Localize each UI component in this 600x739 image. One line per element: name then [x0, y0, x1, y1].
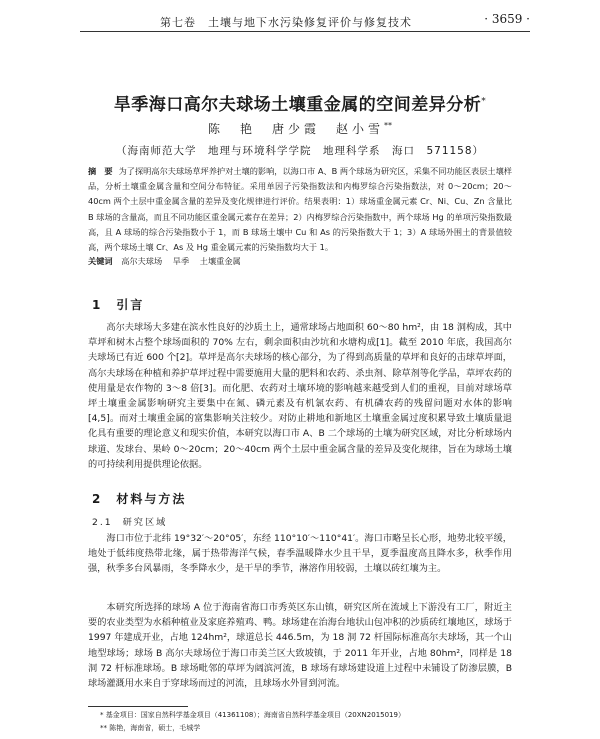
- study-area-paragraph: 海口市位于北纬 19°32′～20°05′，东经 110°10′～110°41′。海口市略呈长心形，地势北较平缓，地处于低纬度热带北缘，属于热带海洋气候，春季温暖降水少且干旱，夏季温度高且降水多，秋季作用强，秋季多台风暴雨，冬季降水少，是干旱的季节，淋溶作用较弱，土壤以砖红壤为主。: [88, 533, 512, 575]
- abstract: [88, 164, 512, 255]
- journal-line: 第七卷 土壤与地下水污染修复评价与修复技术: [160, 16, 412, 29]
- section-heading-introduction: [92, 296, 144, 313]
- section-title: 引言: [116, 298, 145, 312]
- running-header: [0, 10, 600, 32]
- section-title: 材料与方法: [116, 492, 187, 506]
- keywords-label: 关键词: [88, 256, 113, 266]
- section-heading-methods: [92, 490, 186, 507]
- section-number: 1: [92, 298, 103, 312]
- subsection-heading-study-area: [92, 514, 167, 528]
- subsection-title: 研究区域: [122, 517, 168, 528]
- site-description-paragraph: 本研究所选择的球场 A 位于海南省海口市秀英区东山镇，研究区所在流域上下游没有工厂，附近主要的农业类型为水稻种植业及家庭养殖鸡、鸭。球场建在治海台地状山包冲积的沙质砖红壤地区，球场于 1997 年建成开业，占地 124hm²，球道总长 446.5m，为 18 洞 72 杆国际标准高尔夫球场，其一个山地型球场；球场 B 高尔夫球场位于海口市美兰区大致坡镇，于 2011 年开业，占地 80hm²，同样是 18 洞 72 杆标准球场。B 球场毗邻的草坪为阔滨河流，B 球场有球场建设道上过程中未铺设了防渗层膜，B 球场灌溉用水来自于穿球场而过的河流，且球场水外冒到河流。: [88, 602, 512, 690]
- footnote-rule: [88, 706, 188, 707]
- section-number: 2: [92, 492, 103, 506]
- paper-title: [0, 90, 600, 115]
- keyword-item: 旱季: [172, 256, 190, 266]
- header-rule: [80, 31, 530, 32]
- footnote-author: ** 陈艳，海南省，硕士，毛城学: [100, 724, 201, 732]
- author-names: 陈 艳 唐少霞 赵小雪: [207, 122, 384, 136]
- page-number: · 3659 ·: [484, 12, 530, 26]
- subsection-number: 2.1: [92, 517, 113, 528]
- author-line: [0, 120, 600, 137]
- abstract-text: 为了探明高尔夫球场草坪养护对土壤的影响，以海口市 A、B 两个球场为研究区，采集不同功能区表层土壤样品，分析土壤重金属含量和空间分布特征。采用单因子污染指数法和内梅罗综合污染指数法，对 0～20cm；20～40cm 两个土层中重金属含量的差异及变化规律进行评价。结果表明：1）球场重金属元素 Cr、Ni、Cu、Zn 含量比 B 球场的含量高，而且不同功能区重金属元素存在差异；2）内梅罗综合污染指数中，两个球场 Hg 的单项污染指数最高，且 A 球场的综合污染指数小于 1，而 B 球场土壤中 Cu 和 As 的污染指数大于 1；3）A 球场外围土的背景值较高，两个球场土壤 Cr、As 及 Hg 重金属元素的污染指数均大于 1。: [88, 166, 512, 253]
- keyword-item: 土壤重金属: [199, 256, 241, 266]
- keywords: [88, 256, 249, 267]
- author-footnote-mark: **: [384, 121, 392, 130]
- title-footnote-mark: *: [481, 96, 487, 107]
- keyword-item: 高尔夫球场: [121, 256, 163, 266]
- affiliation: （海南师范大学 地理与环境科学学院 地理科学系 海口 571158）: [115, 145, 485, 157]
- abstract-label: 摘 要: [88, 166, 113, 176]
- introduction-paragraph: 高尔夫球场大多建在滨水性良好的沙质土上，通常球场占地面积 60～80 hm²，由 18 洞构成，其中草坪和树木占整个球场面积的 70% 左右，剩余面积由沙坑和水塘构成[1]。截至 2010 年底，我国高尔夫球场已有近 600 个[2]。草坪是高尔夫球场的核心部分，为了得到高质量的草坪和良好的击球草坪面，高尔夫球场在种植和养护草坪过程中需要施用大量的肥料和农药、杀虫剂、除草剂等化学品，草坪农药的使用量是农作物的 3～8 倍[3]。而化肥、农药对土壤环境的影响越来越受到人们的重视，目前对球场草坪土壤重金属影响研究主要集中在氮、磷元素及有机氯农药、有机磷农药的残留问题对水体的影响[4,5]。而对土壤重金属的富集影响关注较少。对防止耕地和新地区土壤重金属过度积累导致土壤质量退化具有重要的理论意义和现实价值，本研究以海口市 A、B 二个球场的土壤为研究区域，对比分析球场内球道、发球台、果岭 0～20cm；20～40cm 两个土层中重金属含量的差异及变化规律，旨在为球场土壤的可持续利用提供理论依据。: [88, 322, 512, 470]
- title-text: 旱季海口高尔夫球场土壤重金属的空间差异分析: [113, 95, 482, 115]
- footnote-fund: * 基金项目：国家自然科学基金项目（41361108）；海南省自然科学基金项目（20XN2015019）: [100, 711, 405, 719]
